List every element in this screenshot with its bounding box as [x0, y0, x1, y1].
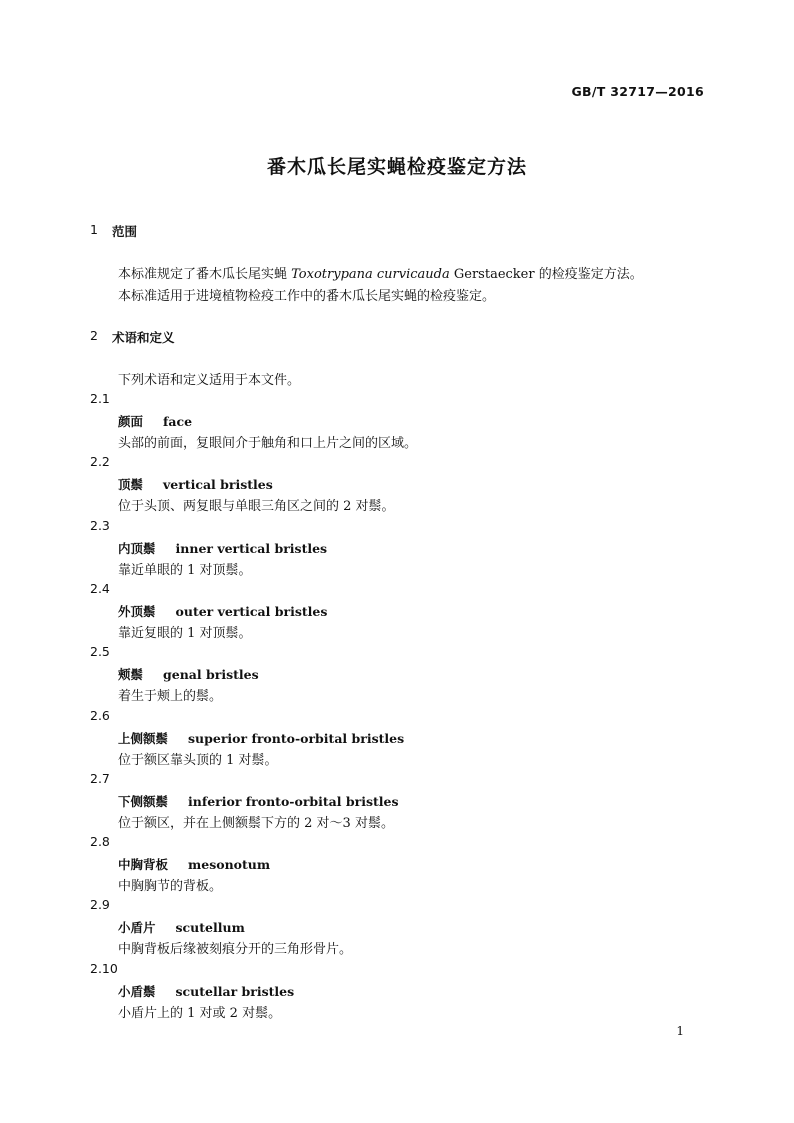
term-number: 2.3	[90, 517, 110, 533]
term-definition: 头部的前面，复眼间介于触角和口上片之间的区域。	[118, 436, 418, 451]
term-english: superior fronto-orbital bristles	[188, 730, 405, 746]
term-english: scutellar bristles	[175, 983, 295, 999]
term-number: 2.1	[90, 391, 110, 406]
term-chinese: 中胸背板	[118, 857, 169, 873]
scope-text-after: Gerstaecker 的检疫鉴定方法。	[449, 267, 643, 282]
term-chinese: 下侧额鬃	[118, 793, 169, 809]
term-english: genal bristles	[163, 667, 259, 683]
term-heading	[118, 917, 245, 936]
scope-paragraph-1	[118, 263, 643, 282]
section-heading: 术语和定义	[112, 330, 175, 345]
term-number: 2.2	[90, 454, 110, 470]
term-heading	[118, 538, 327, 557]
term-chinese: 小盾鬃	[118, 983, 156, 999]
term-heading	[118, 474, 273, 493]
term-english: inner vertical bristles	[175, 540, 328, 556]
term-chinese: 上侧额鬃	[118, 730, 169, 746]
term-heading	[118, 728, 404, 747]
term-english: face	[163, 414, 193, 429]
species-name: Toxotrypana curvicauda	[291, 267, 450, 282]
term-definition: 靠近复眼的 1 对顶鬃。	[118, 625, 252, 641]
term-english: inferior fronto-orbital bristles	[188, 793, 399, 809]
term-heading	[118, 854, 270, 873]
term-chinese: 顶鬃	[118, 477, 144, 493]
term-heading	[118, 411, 192, 430]
term-definition: 中胸胸节的背板。	[118, 879, 223, 895]
section-heading: 范围	[112, 224, 138, 239]
term-number: 2.5	[90, 644, 110, 660]
document-title: 番木瓜长尾实蝇检疫鉴定方法	[266, 156, 527, 178]
term-definition: 靠近单眼的 1 对顶鬃。	[118, 562, 252, 578]
term-chinese: 颜面	[118, 414, 144, 429]
scope-paragraph-2: 本标准适用于进境植物检疫工作中的番木瓜长尾实蝇的检疫鉴定。	[118, 289, 496, 304]
term-chinese: 小盾片	[118, 920, 156, 936]
term-number: 2.9	[90, 897, 110, 913]
term-number: 2.10	[90, 960, 118, 976]
page-number: 1	[676, 1024, 684, 1038]
term-english: outer vertical bristles	[175, 603, 328, 619]
term-english: mesonotum	[188, 857, 271, 873]
term-heading	[118, 791, 399, 810]
term-chinese: 外顶鬃	[118, 603, 156, 619]
term-heading	[118, 981, 294, 1000]
term-definition: 中胸背板后缘被刻痕分开的三角形骨片。	[118, 942, 353, 958]
term-heading	[118, 601, 327, 620]
section-number: 2	[90, 328, 98, 343]
term-english: vertical bristles	[163, 477, 273, 493]
term-heading	[118, 664, 259, 683]
term-chinese: 颊鬃	[118, 667, 144, 683]
term-definition: 小盾片上的 1 对或 2 对鬃。	[118, 1005, 282, 1021]
section-number: 1	[90, 222, 98, 237]
term-definition: 位于额区，并在上侧额鬃下方的 2 对～3 对鬃。	[118, 815, 394, 831]
term-number: 2.6	[90, 707, 110, 723]
term-definition: 位于头顶、两复眼与单眼三角区之间的 2 对鬃。	[118, 499, 395, 515]
term-chinese: 内顶鬃	[118, 540, 156, 556]
terms-intro: 下列术语和定义适用于本文件。	[118, 373, 301, 388]
term-number: 2.4	[90, 580, 110, 596]
term-number: 2.7	[90, 770, 110, 786]
term-english: scutellum	[175, 920, 245, 936]
scope-text-before: 本标准规定了番木瓜长尾实蝇	[118, 267, 292, 282]
term-definition: 位于额区靠头顶的 1 对鬃。	[118, 752, 278, 768]
term-number: 2.8	[90, 834, 110, 850]
term-definition: 着生于颊上的鬃。	[118, 689, 223, 705]
standard-code: GB/T 32717—2016	[571, 84, 704, 99]
